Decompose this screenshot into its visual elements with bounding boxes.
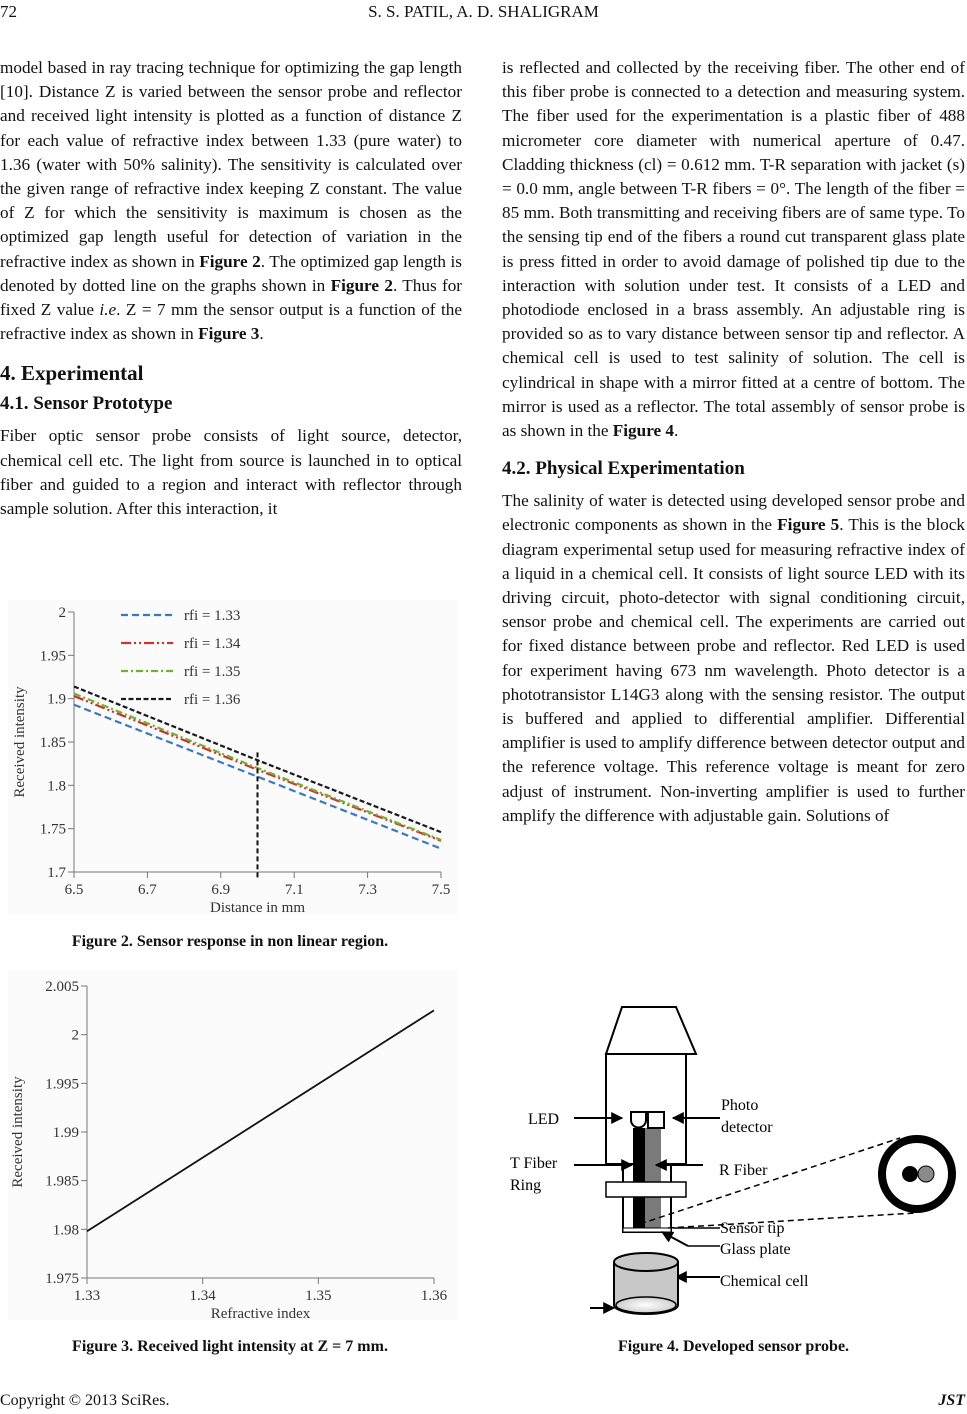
led-component: [631, 1112, 646, 1128]
y-tick-label: 2: [58, 605, 66, 621]
y-tick-label: 1.99: [52, 1125, 79, 1141]
y-tick-label: 1.85: [39, 735, 66, 751]
figure-3-chart: [0, 970, 460, 1325]
right-column: [502, 56, 965, 828]
x-tick-label: 6.7: [138, 882, 157, 898]
y-tick-label: 1.95: [39, 648, 66, 665]
label-led: LED: [528, 1111, 560, 1128]
x-tick-label: 7.3: [358, 882, 377, 898]
figure-reference: Figure 2: [199, 251, 261, 271]
label-photo: Photo: [721, 1097, 759, 1114]
x-tick-label: 1.34: [189, 1288, 216, 1304]
section-heading-experimental: 4. Experimental: [0, 361, 144, 386]
x-tick-label: 7.5: [431, 882, 451, 898]
text-run: model based in ray tracing technique for optimizing the gap length [10]. Distance Z is varied between the sensor probe and reflector and received light intensity is plotted as a function of distance Z for each value of refractive index between 1.33 (pure water) to 1.36 (water with 50% salinity). The sensitivity is calculated over the given range of refractive index keeping Z constant. The value of Z for which the sensitivity is maximum is chosen as the optimized gap length useful for detection of variation in the refractive index as shown in: [0, 58, 462, 271]
y-tick-label: 1.8: [47, 778, 66, 795]
y-tick-label: 2: [71, 1027, 79, 1044]
footer-journal: JST: [938, 1392, 965, 1409]
t-fiber-core: [902, 1166, 918, 1182]
label-detector: detector: [721, 1119, 773, 1136]
y-axis-label: Received intensity: [10, 1076, 26, 1188]
label-chemical-cell: Chemical cell: [720, 1273, 809, 1290]
y-tick-label: 1.7: [47, 865, 66, 881]
legend-label-4: rfi = 1.36: [184, 692, 241, 708]
x-axis-label: Distance in mm: [210, 900, 305, 916]
legend-label-3: rfi = 1.35: [184, 664, 241, 680]
label-r-fiber: R Fiber: [719, 1162, 768, 1179]
label-ring: Ring: [510, 1177, 542, 1194]
text-run: .: [674, 421, 679, 441]
x-tick-label: 1.35: [305, 1288, 332, 1304]
photodetector-component: [648, 1112, 664, 1128]
text-run: . This is the block diagram experimental setup used for measuring refractive index of a liquid in a chemical cell. It consists of light source LED with its driving circuit, photo-detector with signal conditioning circuit, sensor probe and chemical cell. The experiments are carried out for fixed distance between probe and reflector. Red LED is used for experiment having 673 nm wavelength. Photo detector is a phototransistor L14G3 along with the sensing resistor. The output is buffered and applied to differential amplifier. Differential amplifier is used to amplify difference between detector output and the reference voltage. This reference voltage is meant for zero adjust of instrument. Non-inverting amplifier is used to further amplify the difference with adjustable gain. Solutions of: [502, 515, 965, 825]
label-glass-plate: Glass plate: [720, 1241, 791, 1258]
text-run: is reflected and collected by the receiving fiber. The other end of this fiber probe is connected to a detection and measuring system. The fiber used for the experimentation is a plastic fiber of 488 micrometer core diameter with numerical aperture of 0.47. Cladding thickness (cl) = 0.612 mm. T-R separation with jacket (s) = 0.0 mm, angle between T-R fibers = 0°. The length of the fiber = 85 mm. Both transmitting and receiving fibers are of same type. To the sensing tip end of the fibers a round cut transparent glass plate is press fitted in order to avoid damage of polished tip due to the interaction with solution under test. It consists of a LED and photodiode enclosed in a brass assembly. An adjustable ring is provided so as to vary distance between sensor tip and reflector. A chemical cell is used to test salinity of solution. The cell is cylindrical in shape with a mirror fitted at a centre of bottom. The mirror is used as a reflector. The total assembly of sensor probe is as shown in the: [502, 58, 965, 441]
right-paragraph-2: [502, 489, 965, 828]
figure-reference: Figure 4: [612, 421, 675, 441]
r-fiber-core: [918, 1166, 934, 1182]
figure-2-chart: [0, 600, 460, 920]
left-paragraph-2: Fiber optic sensor probe consists of light source, detector, chemical cell etc. The light from source is launched in to optical fiber and guided to a region and interact with reflector through sample solution. After this interaction, it: [0, 426, 462, 519]
subsection-heading-physical-experimentation: 4.2. Physical Experimentation: [502, 458, 745, 480]
chart-background: [8, 970, 458, 1320]
subsection-heading-sensor-prototype: 4.1. Sensor Prototype: [0, 393, 173, 415]
probe-cap: [606, 1007, 696, 1054]
text-run: . The optimized gap length is denoted by dotted line on the graphs shown in: [0, 251, 462, 295]
glass-plate: [623, 1228, 671, 1232]
text-run: The salinity of water is detected using developed sensor probe and electronic components as shown in the: [502, 491, 965, 535]
running-header-authors: S. S. PATIL, A. D. SHALIGRAM: [368, 2, 599, 21]
adjustable-ring: [606, 1182, 686, 1197]
y-tick-label: 1.9: [47, 691, 66, 708]
x-tick-label: 6.5: [64, 882, 84, 898]
y-tick-label: 1.985: [45, 1173, 79, 1190]
y-tick-label: 2.005: [45, 979, 79, 995]
x-tick-label: 1.33: [73, 1288, 101, 1304]
italic-text: i.e: [99, 300, 117, 320]
figure-2-caption: Figure 2. Sensor response in non linear region.: [71, 933, 389, 950]
figure-reference: Figure 3: [198, 324, 260, 344]
left-paragraph-1: [0, 56, 462, 346]
y-tick-label: 1.995: [45, 1076, 79, 1093]
text-run: . Thus for fixed Z value: [0, 275, 463, 320]
t-fiber: [633, 1128, 645, 1228]
y-tick-label: 1.975: [45, 1271, 79, 1287]
figure-3-caption: Figure 3. Received light intensity at Z = 7 mm.: [72, 1338, 388, 1355]
y-tick-label: 1.98: [52, 1222, 79, 1239]
x-tick-label: 6.9: [211, 882, 231, 898]
footer-copyright: Copyright © 2013 SciRes.: [0, 1392, 170, 1409]
figure-4-caption: Figure 4. Developed sensor probe.: [617, 1338, 850, 1355]
x-tick-label: 1.36: [420, 1288, 448, 1304]
left-column: [0, 56, 462, 521]
legend-label-2: rfi = 1.34: [184, 636, 241, 652]
y-tick-label: 1.75: [39, 821, 66, 838]
text-run: . Z = 7 mm the sensor output is a function of the refractive index as shown in: [0, 300, 462, 344]
page-number: 72: [0, 2, 17, 21]
label-t-fiber: T Fiber: [510, 1155, 558, 1172]
figure-reference: Figure 5: [777, 515, 840, 535]
figure-reference: Figure 2: [330, 275, 393, 295]
legend-label-1: rfi = 1.33: [184, 608, 241, 624]
r-fiber: [645, 1128, 661, 1228]
y-axis-label: Received intensity: [12, 686, 28, 798]
figure-4-diagram: [490, 1000, 967, 1330]
text-run: .: [259, 324, 264, 344]
label-sensor-tip: Sensor tip: [720, 1220, 785, 1237]
x-tick-label: 7.1: [284, 882, 304, 898]
x-axis-label: Refractive index: [210, 1306, 311, 1322]
right-paragraph-1: [502, 56, 965, 443]
